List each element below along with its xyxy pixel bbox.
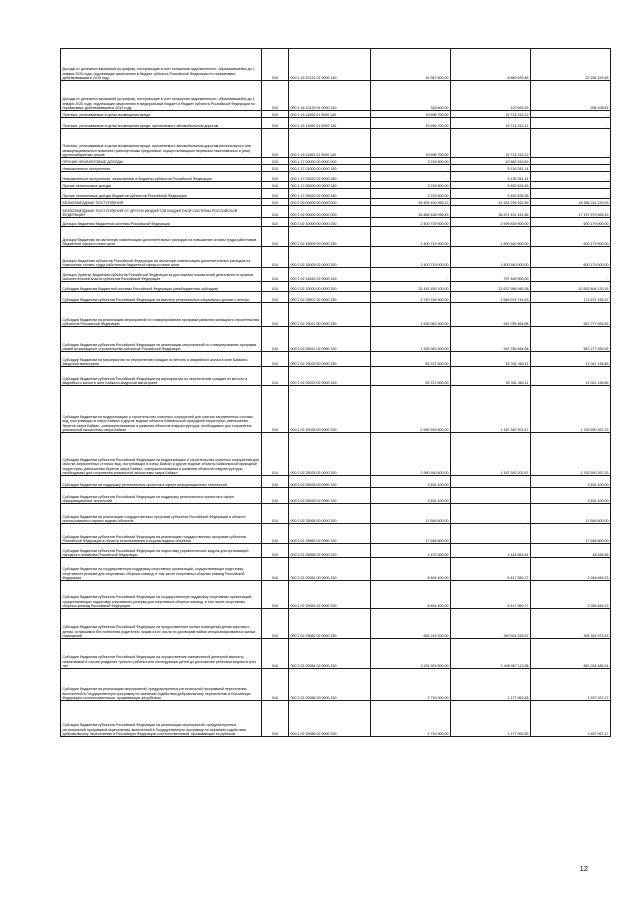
row-code-cell: 010 (262, 504, 289, 524)
row-remaining-cell: 171 671 155,37 (531, 292, 611, 303)
row-code-cell: 010 (262, 247, 289, 268)
row-name-cell: Субсидии бюджетам субъектов Российской Федерации на выплату региональных социальных доплат к пенсии (61, 292, 262, 303)
row-kbk-cell: 000 2 02 25086 00 0000 150 (289, 669, 371, 701)
table-row (61, 129, 611, 158)
table-row (61, 669, 611, 701)
row-executed-cell: 1 187 340 202,67 (451, 386, 531, 433)
table-row (61, 206, 611, 218)
row-code-cell: 010 (262, 282, 289, 292)
row-remaining-cell: 45 636,56 (531, 544, 611, 558)
row-executed-cell: 5 452 634,55 (451, 189, 531, 199)
row-kbk-cell: 000 2 02 25082 02 0000 150 (289, 609, 371, 639)
row-executed-cell: 349 924 226,57 (451, 609, 531, 639)
row-approved-cell: 8 464 400,00 (371, 581, 451, 609)
row-code-cell: 010 (262, 639, 289, 669)
row-approved-cell: 17 646 600,00 (371, 504, 451, 524)
row-executed-cell: 15 714 313,12 (451, 118, 531, 129)
row-name-cell: Платежи, уплачиваемые в целях возмещения вреда, причиняемого автомобильным дорогам регионального или межмуниципального значения транспортными средствами, осуществляющими перевозки тяжеловесных и (или) крупногабаритных грузов (61, 129, 262, 158)
row-name-cell: Субсидии бюджетам на реализацию мероприятий по стимулированию программ развития жилищного строительства субъектов Российской Федерации (61, 303, 262, 327)
row-remaining-cell: 206 106,61 (531, 81, 611, 111)
row-approved-cell: 3 218 500,00 (371, 158, 451, 165)
row-executed-cell: 2 599 839 900,00 (451, 218, 531, 227)
row-kbk-cell: 000 2 02 16549 02 0000 150 (289, 268, 371, 282)
table-row (61, 352, 611, 367)
row-kbk-cell: 000 2 02 25065 02 0000 150 (289, 524, 371, 544)
row-code-cell: 010 (262, 386, 289, 433)
row-kbk-cell: 000 2 02 10000 00 0000 150 (289, 218, 371, 227)
row-remaining-cell: 3 534 100,00 (531, 488, 611, 504)
row-remaining-cell: 587 277 835,92 (531, 327, 611, 352)
row-remaining-cell: 1 763 590 397,33 (531, 433, 611, 476)
row-approved-cell: 2 950 930 600,00 (371, 433, 451, 476)
row-code-cell: 010 (262, 488, 289, 504)
row-kbk-cell: 000 2 02 15009 00 0000 150 (289, 227, 371, 247)
row-executed-cell: 1 187 340 202,67 (451, 433, 531, 476)
row-approved-cell: 3 218 500,00 (371, 189, 451, 199)
row-remaining-cell: 18 386 241 229,93 (531, 199, 611, 206)
row-kbk-cell: 000 2 02 25086 02 0000 150 (289, 701, 371, 737)
row-executed-cell: -6 889 530,48 (451, 49, 531, 81)
table-row (61, 227, 611, 247)
table-row (61, 524, 611, 544)
row-kbk-cell: 000 1 17 05000 00 0000 180 (289, 182, 371, 189)
table-row (61, 476, 611, 488)
row-remaining-cell: 10 552 894 133,16 (531, 282, 611, 292)
row-executed-cell: 6 417 550,77 (451, 558, 531, 581)
row-approved-cell: 2 400 719 000,00 (371, 218, 451, 227)
row-code-cell: 010 (262, 189, 289, 199)
row-approved-cell: 15 367 600,00 (371, 49, 451, 81)
row-remaining-cell: 2 046 849,23 (531, 558, 611, 581)
table-row (61, 282, 611, 292)
row-name-cell: Невыясненные поступления, зачисляемые в бюджеты субъектов Российской Федерации (61, 172, 262, 182)
row-name-cell: Субсидии бюджетам на поддержку региональных проектов в сфере информационных технологий (61, 476, 262, 488)
row-executed-cell: 942 785 464,08 (451, 303, 531, 327)
row-approved-cell: 2 715 000,00 (371, 701, 451, 737)
row-remaining-cell: 11 041 136,89 (531, 367, 611, 386)
row-code-cell: 010 (262, 49, 289, 81)
row-code-cell: 010 (262, 227, 289, 247)
row-kbk-cell: 000 1 16 10129 01 0000 140 (289, 81, 371, 111)
table-row (61, 247, 611, 268)
row-code-cell: 010 (262, 476, 289, 488)
row-name-cell: Субсидии бюджетам субъектов Российской Федерации на государственную поддержку спортивных организаций, осуществляющих подготовку спортивного резерва для спортивных сборных команд, в том числе спортивных сборных команд Российской Федерации (61, 581, 262, 609)
row-name-cell: Субсидии бюджетам на реализацию государственных программ субъектов Российской Федерации в области использования и охраны водных объектов (61, 504, 262, 524)
row-code-cell: 010 (262, 292, 289, 303)
row-remaining-cell: 587 277 835,92 (531, 303, 611, 327)
row-approved-cell: - (371, 172, 451, 182)
row-name-cell: Платежи, уплачиваемые в целях возмещения вреда (61, 111, 262, 118)
row-executed-cell: 52 331 463,11 (451, 367, 531, 386)
row-code-cell: 010 (262, 367, 289, 386)
row-approved-cell: 2 400 719 000,00 (371, 227, 451, 247)
row-executed-cell: - (451, 476, 531, 488)
table-row (61, 303, 611, 327)
row-approved-cell: 2 291 921 600,00 (371, 639, 451, 669)
row-approved-cell: - (371, 165, 451, 172)
row-name-cell: Субсидии бюджетам субъектов Российской Федерации на реализацию мероприятий по стимулированию программ развития жилищного строительства субъектов Российской Федерации (61, 327, 262, 352)
row-executed-cell: 10 582 915,69 (451, 158, 531, 165)
row-kbk-cell: 000 1 16 11063 01 0000 140 (289, 129, 371, 158)
row-remaining-cell: - (531, 129, 611, 158)
row-executed-cell: 1 177 062,83 (451, 669, 531, 701)
row-remaining-cell: 600 179 000,00 (531, 218, 611, 227)
table-row (61, 165, 611, 172)
row-name-cell: Доходы от денежных взысканий (штрафов), поступающие в счет погашения задолженности, образовавшейся до 1 января 2020 года, подлежащие зачислению в бюджет субъекта Российской Федерации по нормативам, действовавшим в 2019 году (61, 49, 262, 81)
row-name-cell: Прочие неналоговые доходы (61, 182, 262, 189)
row-kbk-cell: 000 2 00 00000 00 0000 000 (289, 199, 371, 206)
row-executed-cell: 797 489 900,00 (451, 268, 531, 282)
row-remaining-cell: 1 763 590 397,33 (531, 386, 611, 433)
row-name-cell: Дотации бюджетам субъектов Российской Федерации на частичную компенсацию дополнительных расходов на повышение оплаты труда работников бюджетной сферы и иные цели (61, 247, 262, 268)
row-executed-cell: 5 130 281,14 (451, 172, 531, 182)
table-row (61, 199, 611, 206)
table-row (61, 544, 611, 558)
row-executed-cell: 5 130 281,14 (451, 165, 531, 172)
row-executed-cell: - (451, 524, 531, 544)
row-code-cell: 010 (262, 327, 289, 352)
row-code-cell: 010 (262, 544, 289, 558)
row-executed-cell: 15 714 313,12 (451, 111, 531, 118)
table-row (61, 609, 611, 639)
row-code-cell: 010 (262, 669, 289, 701)
row-executed-cell: 6 417 550,77 (451, 581, 531, 609)
row-code-cell: 010 (262, 524, 289, 544)
row-remaining-cell: 22 256 192,48 (531, 49, 611, 81)
row-remaining-cell: 17 197 575 569,43 (531, 206, 611, 218)
row-code-cell: 010 (262, 268, 289, 282)
row-approved-cell: 54 864 638 096,43 (371, 206, 451, 218)
row-approved-cell: 3 534 100,00 (371, 488, 451, 504)
row-approved-cell: 654 249 200,00 (371, 609, 451, 639)
row-executed-cell: 1 446 967 113,08 (451, 639, 531, 669)
row-kbk-cell: 000 2 02 15009 02 0000 150 (289, 247, 371, 268)
row-name-cell: Субсидии бюджетам субъектов Российской Федерации на осуществление ежемесячной денежной выплаты, назначаемой в случае рождения третьего ребенка или последующих детей до достижения ребенком возраста трех лет (61, 639, 262, 669)
row-kbk-cell: 000 2 02 25081 02 0000 150 (289, 581, 371, 609)
row-code-cell: 010 (262, 352, 289, 367)
row-code-cell: 010 (262, 158, 289, 165)
row-code-cell: 010 (262, 111, 289, 118)
table-row (61, 118, 611, 129)
row-kbk-cell: 000 2 02 25028 02 0000 150 (289, 488, 371, 504)
row-name-cell: Субсидии бюджетам субъектов Российской Федерации на реализацию государственных программ субъектов Российской Федерации в области использования и охраны водных объектов (61, 524, 262, 544)
row-name-cell: Доходы от денежных взысканий (штрафов), поступающие в счет погашения задолженности, образовавшейся до 1 января 2020 года, подлежащие зачислению в федеральный бюджет и бюджет субъекта Российской Федерации по нормативам, действовавшим в 2019 году (61, 81, 262, 111)
row-kbk-cell: 000 1 17 00000 00 0000 000 (289, 158, 371, 165)
row-remaining-cell: 11 041 136,89 (531, 352, 611, 367)
table-row (61, 433, 611, 476)
row-kbk-cell: 000 2 02 25021 00 0000 150 (289, 303, 371, 327)
row-approved-cell: 63 372 600,00 (371, 352, 451, 367)
row-approved-cell: 15 696 700,00 (371, 111, 451, 118)
row-code-cell: 010 (262, 558, 289, 581)
row-name-cell: Субсидии бюджетам субъектов Российской Федерации на мероприятия по переселению граждан из ветхого и аварийного жилья в зоне Байкало-Амурской магистрали (61, 367, 262, 386)
row-kbk-cell: 000 2 02 25021 02 0000 150 (289, 327, 371, 352)
row-remaining-cell: 1 537 937,17 (531, 701, 611, 737)
table-row (61, 367, 611, 386)
row-code-cell: 010 (262, 165, 289, 172)
row-approved-cell: 8 464 400,00 (371, 558, 451, 581)
row-executed-cell: 1 800 540 000,00 (451, 247, 531, 268)
row-remaining-cell: 600 179 000,00 (531, 247, 611, 268)
row-approved-cell: 2 950 930 600,00 (371, 386, 451, 433)
row-remaining-cell: 600 179 000,00 (531, 227, 611, 247)
row-executed-cell: 1 177 062,83 (451, 701, 531, 737)
row-name-cell: Субсидии бюджетам бюджетной системы Российской Федерации (межбюджетные субсидии) (61, 282, 262, 292)
row-name-cell: ПРОЧИЕ НЕНАЛОГОВЫЕ ДОХОДЫ (61, 158, 262, 165)
row-kbk-cell: 000 1 16 10122 01 0000 140 (289, 49, 371, 81)
row-kbk-cell: 000 2 02 25066 02 0000 150 (289, 544, 371, 558)
table-row (61, 488, 611, 504)
table-row (61, 189, 611, 199)
row-name-cell: Субсидии бюджетам субъектов Российской Федерации на модернизацию и строительство очистных сооружений для очистки загрязненных сточных вод, поступающих в озеро Байкал и другие водные объекты Байкальской природной территории, уменьшения берегов озера Байкал, совершенствования и развития объектов инфраструктуры, необходимых для сохранения уникальной экосистемы озера Байкал (61, 433, 262, 476)
row-executed-cell: 1 800 540 000,00 (451, 227, 531, 247)
row-name-cell: Субсидии бюджетам на реализацию мероприятий, предусмотренных региональной программой переселения, включенной в Государственную программу по оказанию содействия добровольному переселению в Российскую Федерацию соотечественников, проживающих за рубежом (61, 669, 262, 701)
row-kbk-cell: 000 2 02 25023 00 0000 150 (289, 352, 371, 367)
row-remaining-cell: - (531, 189, 611, 199)
row-executed-cell: 15 714 313,12 (451, 129, 531, 158)
table-row (61, 292, 611, 303)
row-kbk-cell: 000 1 17 01000 00 0000 180 (289, 165, 371, 172)
row-remaining-cell: 1 537 937,17 (531, 669, 611, 701)
row-approved-cell: 3 218 500,00 (371, 182, 451, 189)
row-executed-cell: 2 569 074 744,63 (451, 292, 531, 303)
row-executed-cell: 1 424 663,44 (451, 544, 531, 558)
table-row (61, 158, 611, 165)
row-code-cell: 010 (262, 81, 289, 111)
row-kbk-cell: 000 2 02 25084 02 0000 150 (289, 639, 371, 669)
row-executed-cell: - (451, 504, 531, 524)
table-body (61, 49, 611, 737)
row-approved-cell: 2 740 746 900,00 (371, 292, 451, 303)
row-code-cell: 010 (262, 218, 289, 227)
table-row (61, 268, 611, 282)
row-remaining-cell: 17 646 600,00 (531, 524, 611, 544)
row-code-cell: 010 (262, 172, 289, 182)
row-approved-cell: 33 181 459 100,00 (371, 282, 451, 292)
table-row (61, 111, 611, 118)
row-approved-cell: 2 715 000,00 (371, 669, 451, 701)
budget-execution-table (60, 48, 611, 737)
row-approved-cell: 63 372 600,00 (371, 367, 451, 386)
row-executed-cell: 42 163 799 162,59 (451, 199, 531, 206)
row-approved-cell: 15 696 700,00 (371, 118, 451, 129)
row-approved-cell: - (371, 268, 451, 282)
row-kbk-cell: 000 2 02 25023 02 0000 150 (289, 367, 371, 386)
row-kbk-cell: 000 2 02 25081 00 0000 150 (289, 558, 371, 581)
row-executed-cell: 52 331 463,11 (451, 352, 531, 367)
row-remaining-cell: - (531, 158, 611, 165)
row-kbk-cell: 000 1 17 01020 02 0000 180 (289, 172, 371, 182)
table-row (61, 581, 611, 609)
row-name-cell: Дотации бюджетам на частичную компенсацию дополнительных расходов на повышение оплаты труда работников бюджетной сферы и иные цели (61, 227, 262, 247)
row-name-cell: Невыясненные поступления (61, 165, 262, 172)
table-row (61, 558, 611, 581)
row-code-cell: 010 (262, 609, 289, 639)
table-row (61, 386, 611, 433)
row-kbk-cell: 000 2 02 25065 00 0000 150 (289, 504, 371, 524)
row-approved-cell: 3 534 100,00 (371, 476, 451, 488)
row-name-cell: Субсидии бюджетам субъектов Российской Федерации на подготовку управленческих кадров для организаций народного хозяйства Российской Федерации (61, 544, 262, 558)
row-remaining-cell: 3 534 100,00 (531, 476, 611, 488)
row-kbk-cell: 000 2 02 00000 00 0000 000 (289, 206, 371, 218)
row-code-cell: 010 (262, 303, 289, 327)
row-name-cell: Субсидии бюджетам субъектов Российской Федерации на предоставление жилых помещений детям-сиротам и детям, оставшимся без попечения родителей, лицам из их числа по договорам найма специализированных жилых помещений (61, 609, 262, 639)
row-name-cell: Платежи, уплачиваемые в целях возмещения вреда, причиняемого автомобильным дорогам (61, 118, 262, 129)
row-approved-cell: 59 409 100 950,13 (371, 199, 451, 206)
row-kbk-cell: 000 2 02 20000 00 0000 150 (289, 282, 371, 292)
table-row (61, 81, 611, 111)
row-name-cell: Субсидии бюджетам субъектов Российской Федерации на поддержку региональных проектов в сфере информационных технологий (61, 488, 262, 504)
table-row (61, 327, 611, 352)
row-code-cell: 010 (262, 118, 289, 129)
row-kbk-cell: 000 2 02 25025 02 0000 150 (289, 433, 371, 476)
row-name-cell: Субсидии бюджетам на государственную поддержку спортивных организаций, осуществляющих подготовку спортивного резерва для спортивных сборных команд, в том числе спортивных сборных команд Российской Федерации (61, 558, 262, 581)
row-remaining-cell: - (531, 165, 611, 172)
row-code-cell: 010 (262, 129, 289, 158)
row-code-cell: 010 (262, 433, 289, 476)
table-row (61, 182, 611, 189)
row-approved-cell: 17 646 600,00 (371, 524, 451, 544)
row-remaining-cell: 17 646 600,00 (531, 504, 611, 524)
table-row (61, 49, 611, 81)
row-remaining-cell: - (531, 118, 611, 129)
row-code-cell: 010 (262, 581, 289, 609)
table-row (61, 172, 611, 182)
row-kbk-cell: 000 2 02 25028 00 0000 150 (289, 476, 371, 488)
row-code-cell: 010 (262, 206, 289, 218)
table-row (61, 701, 611, 737)
row-kbk-cell: 000 1 17 05020 02 0000 180 (289, 189, 371, 199)
row-name-cell: Субсидии бюджетам на мероприятия по переселению граждан из ветхого и аварийного жилья в зоне Байкало-Амурской магистрали (61, 352, 262, 367)
page-number: 12 (579, 864, 588, 873)
row-code-cell: 010 (262, 199, 289, 206)
row-approved-cell: 1 530 063 300,00 (371, 327, 451, 352)
row-executed-cell: 942 785 464,08 (451, 327, 531, 352)
row-remaining-cell: - (531, 172, 611, 182)
row-remaining-cell: - (531, 268, 611, 282)
row-remaining-cell: 304 324 973,43 (531, 609, 611, 639)
row-code-cell: 010 (262, 701, 289, 737)
row-name-cell: Субсидии бюджетам субъектов Российской Федерации на реализацию мероприятий, предусмотренных региональной программой переселения, включенной в Государственную программу по оказанию содействия добровольному переселению в Российскую Федерацию соотечественников, проживающих за рубежом (61, 701, 262, 737)
row-executed-cell: 120 693,39 (451, 81, 531, 111)
row-remaining-cell: - (531, 111, 611, 118)
row-approved-cell: 15 696 700,00 (371, 129, 451, 158)
row-name-cell: БЕЗВОЗМЕЗДНЫЕ ПОСТУПЛЕНИЯ ОТ ДРУГИХ БЮДЖЕТОВ БЮДЖЕТНОЙ СИСТЕМЫ РОССИЙСКОЙ ФЕДЕРАЦИИ (61, 206, 262, 218)
row-name-cell: Дотации (гранты) бюджетам субъектов Российской Федерации за достижение показателей деятельности органов исполнительной власти субъектов Российской Федерации (61, 268, 262, 282)
table-row (61, 639, 611, 669)
table-row (61, 218, 611, 227)
row-approved-cell: 1 530 063 300,00 (371, 303, 451, 327)
row-kbk-cell: 000 2 02 25007 02 0000 150 (289, 292, 371, 303)
row-kbk-cell: 000 2 02 25025 00 0000 150 (289, 386, 371, 433)
row-executed-cell: 38 471 431 441,66 (451, 206, 531, 218)
row-executed-cell: - (451, 488, 531, 504)
row-name-cell: Субсидии бюджетам на модернизацию и строительство очистных сооружений для очистки загрязненных сточных вод, поступающих в озеро Байкал и другие водные объекты Байкальской природной территории, уменьшения берегов озера Байкал, совершенствования и развития объектов инфраструктуры, необходимых для сохранения уникальной экосистемы озера Байкал (61, 386, 262, 433)
row-approved-cell: 2 400 719 000,00 (371, 247, 451, 268)
row-executed-cell: 5 452 634,55 (451, 182, 531, 189)
row-remaining-cell: 861 034 486,91 (531, 639, 611, 669)
row-remaining-cell: - (531, 182, 611, 189)
row-kbk-cell: 000 1 16 11000 01 0000 140 (289, 111, 371, 118)
row-kbk-cell: 000 1 16 11060 01 0000 140 (289, 118, 371, 129)
row-approved-cell: 326 800,00 (371, 81, 451, 111)
row-name-cell: БЕЗВОЗМЕЗДНЫЕ ПОСТУПЛЕНИЯ (61, 199, 262, 206)
row-remaining-cell: 2 046 849,23 (531, 581, 611, 609)
row-name-cell: Дотации бюджетам бюджетной системы Российской Федерации (61, 218, 262, 227)
row-code-cell: 010 (262, 182, 289, 189)
table-row (61, 504, 611, 524)
row-executed-cell: 22 637 956 945,38 (451, 282, 531, 292)
row-approved-cell: 1 470 300,00 (371, 544, 451, 558)
row-name-cell: Прочие неналоговые доходы бюджетов субъектов Российской Федерации (61, 189, 262, 199)
